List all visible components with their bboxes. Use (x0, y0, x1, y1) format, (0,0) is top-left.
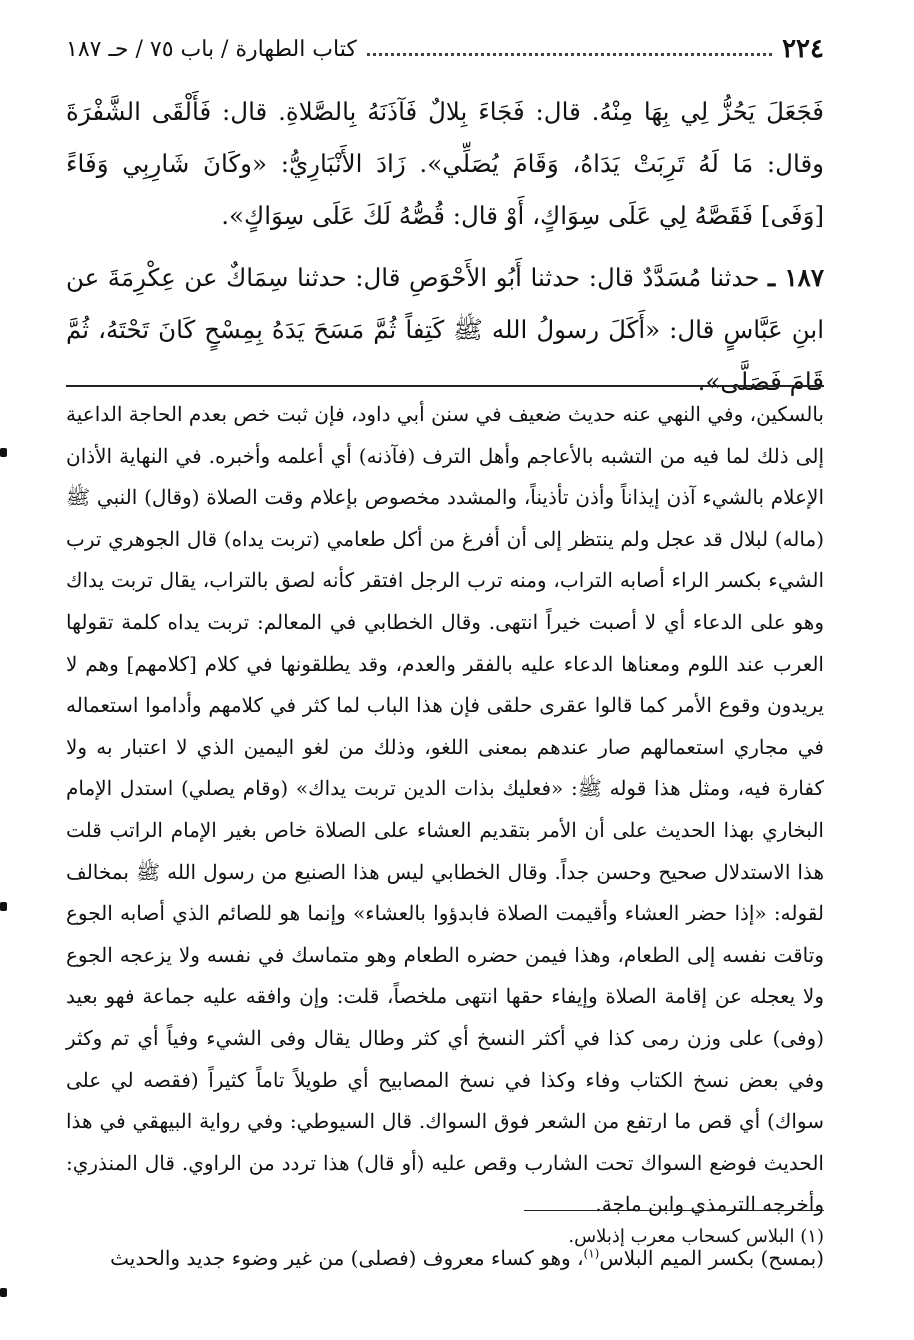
page-number: ٢٢٤ (782, 34, 824, 64)
hadith-number: ١٨٧ ـ (768, 263, 824, 292)
commentary-text (66, 394, 824, 1279)
scan-margin-mark (0, 448, 7, 457)
header-dot-leader (367, 53, 772, 56)
running-title: كتاب الطهارة / باب ٧٥ / حـ ١٨٧ (66, 36, 357, 62)
footnote: (١) البلاس كسحاب معرب إذبلاس. (568, 1226, 824, 1247)
main-hadith-text (66, 86, 824, 408)
main-paragraph-1: فَجَعَلَ يَحُزُّ لِي بِهَا مِنْهُ. قال: فَجَاءَ بِلالٌ فَآذَنَهُ بِالصَّلاةِ. قال: فَأَلْقَى الشَّفْرَةَ وقال: مَا لَهُ تَرِبَتْ يَدَاهُ، وَقَامَ يُصَلِّي». زَادَ الأَنْبَارِيُّ: «وكَانَ شَارِبِي وَفَاءً [وَفَى] فَقَصَّهُ لِي عَلَى سِوَاكٍ، أَوْ قال: قُصُّهُ لَكَ عَلَى سِوَاكٍ». (66, 97, 824, 230)
hadith-187-text: حدثنا مُسَدَّدٌ قال: حدثنا أَبُو الأَحْوَصِ قال: حدثنا سِمَاكٌ عن عِكْرِمَةَ عن ابنِ عَبَّاسٍ قال: «أَكَلَ رسولُ الله ﷺ كَتِفاً ثُمَّ مَسَحَ يَدَهُ بِمِسْحٍ كَانَ تَحْتَهُ، ثُمَّ قَامَ فَصَلَّى». (66, 263, 824, 396)
scan-margin-mark (0, 1288, 7, 1297)
page-header (66, 24, 824, 74)
main-text-divider (66, 385, 824, 387)
commentary-text-before-ref: (بمسح) بكسر الميم البلاس (599, 1245, 824, 1270)
scan-margin-mark (0, 902, 7, 911)
commentary-paragraph-1: بالسكين، وفي النهي عنه حديث ضعيف في سنن أبي داود، فإن ثبت خص بعدم الحاجة الداعية إلى ذلك لما فيه من التشبه بالأعاجم وأهل الترف (فآذنه) أي أعلمه وأخبره. في النهاية الأذان الإعلام بالشيء آذن إيذاناً وأذن تأذيناً، والمشدد مخصوص بإعلام وقت الصلاة (وقال) النبي ﷺ (ماله) لبلال قد عجل ولم ينتظر إلى أن أفرغ من أكل طعامي (تربت يداه) قال الجوهري ترب الشيء بكسر الراء أصابه التراب، ومنه ترب الرجل افتقر كأنه لصق بالتراب، يقال تربت يداك وهو على الدعاء أي لا أصبت خيراً انتهى. وقال الخطابي في المعالم: تربت يداه كلمة تقولها العرب عند اللوم ومعناها الدعاء عليه بالفقر والعدم، وقد يطلقونها في كلام [كلامهم] وهم لا يريدون وقوع الأمر كما قالوا عقرى حلقى فإن هذا الباب لما كثر في كلامهم وأداموا استعماله في مجاري استعمالهم صار عندهم بمعنى اللغو، وذلك من لغو اليمين الذي لا اعتبار به ولا كفارة فيه، ومثل هذا قوله ﷺ: «فعليك بذات الدين تربت يداك» (وقام يصلي) استدل الإمام البخاري بهذا الحديث على أن الأمر بتقديم العشاء على الصلاة خاص بغير الإمام الراتب قلت هذا الاستدلال صحيح وحسن جداً. وقال الخطابي ليس هذا الصنيع من رسول الله ﷺ بمخالف لقوله: «إذا حضر العشاء وأقيمت الصلاة فابدؤوا بالعشاء» وإنما هو للصائم الذي أصابه الجوع وتاقت نفسه إلى الطعام، وهذا فيمن حضره الطعام وهو متماسك في نفسه ولا يزعجه الجوع ولا يعجله عن إقامة الصلاة وإيفاء حقها انتهى ملخصاً، قلت: وإن وافقه عليه جماعة فهو بعيد (وفى) على وزن رمى كذا في أكثر النسخ أي كثر وطال يقال وفى الشيء وفياً أي تم وكثر وفي بعض نسخ الكتاب وفاء وكذا في نسخ المصابيح أي طويلاً تاماً كثيراً (فقصه لي على سواك) أي قص ما ارتفع من الشعر فوق السواك. قال السيوطي: وفي رواية البيهقي في هذا الحديث فوضع السواك تحت الشارب وقص عليه (أو قال) هذا تردد من الراوي. قال المنذري: وأخرجه الترمذي وابن ماجة. (66, 402, 825, 1217)
commentary-text-after-ref: ، وهو كساء معروف (فصلى) من غير وضوء جديد والحديث (110, 1245, 584, 1270)
footnote-divider (524, 1210, 824, 1211)
footnote-reference[interactable]: (١) (583, 1246, 600, 1261)
